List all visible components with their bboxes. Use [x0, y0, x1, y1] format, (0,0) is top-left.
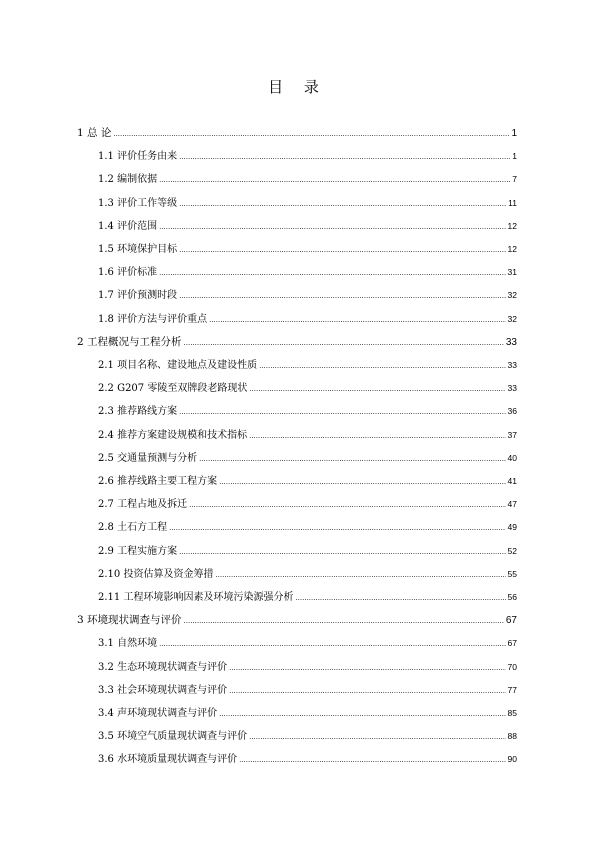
- toc-entry[interactable]: [98, 424, 517, 446]
- toc-entry-label: 1.5 环境保护目标: [98, 244, 178, 255]
- toc-entry-page-number: 55: [507, 568, 517, 579]
- toc-entry-label: 3.4 声环境现状调查与评价: [98, 708, 218, 719]
- toc-dot-leader: [249, 378, 505, 400]
- toc-entry-label: 1.1 评价任务由来: [98, 151, 178, 163]
- toc-dot-leader: [219, 703, 505, 725]
- toc-entry[interactable]: [98, 400, 517, 422]
- toc-entry-page-number: 67: [507, 638, 517, 649]
- toc-dot-leader: [113, 123, 509, 145]
- toc-entry[interactable]: [98, 447, 517, 469]
- toc-entry-label: 1.3 评价工作等级: [98, 197, 178, 209]
- toc-entry-page-number: 12: [507, 244, 517, 254]
- toc-dot-leader: [219, 471, 505, 493]
- toc-dot-leader: [179, 193, 506, 215]
- toc-entry[interactable]: [98, 540, 517, 562]
- toc-entry-page-number: 67: [505, 615, 517, 627]
- toc-entry-label: 2.4 推荐方案建设规模和技术指标: [98, 429, 248, 441]
- toc-entry-page-number: 36: [507, 406, 517, 417]
- toc-entry[interactable]: [77, 609, 517, 631]
- toc-entry-label: 2.8 土石方工程: [98, 522, 168, 534]
- toc-entry-page-number: 52: [507, 545, 517, 556]
- toc-entry-page-number: 90: [507, 754, 517, 765]
- toc-entry-page-number: 12: [507, 220, 517, 231]
- toc-dot-leader: [215, 564, 505, 586]
- toc-entry[interactable]: [98, 586, 517, 608]
- toc-entry-page-number: 1: [512, 151, 517, 162]
- toc-entry-page-number: 37: [507, 429, 517, 440]
- toc-entry-page-number: 56: [507, 592, 517, 602]
- toc-dot-leader: [159, 262, 505, 284]
- toc-entry[interactable]: [98, 493, 517, 515]
- toc-entry-page-number: 40: [507, 452, 517, 463]
- toc-dot-leader: [184, 332, 504, 354]
- toc-entry[interactable]: [98, 679, 517, 701]
- toc-entry-label: 3.2 生态环境现状调查与评价: [98, 661, 228, 673]
- toc-entry-page-number: 1: [511, 128, 517, 139]
- toc-dot-leader: [295, 587, 505, 609]
- toc-entry-label: 2.7 工程占地及拆迁: [98, 499, 188, 511]
- toc-entry-page-number: 70: [507, 661, 517, 672]
- toc-entry[interactable]: [98, 168, 517, 190]
- toc-entry[interactable]: [98, 261, 517, 283]
- toc-dot-leader: [179, 146, 510, 168]
- toc-entry-page-number: 41: [507, 476, 517, 486]
- toc-dot-leader: [179, 285, 505, 307]
- toc-entry-label: 1.4 评价范围: [98, 220, 158, 232]
- toc-entry-label: 2.2 G207 零陵至双牌段老路现状: [98, 383, 248, 395]
- toc-entry-label: 1.2 编制依据: [98, 174, 158, 186]
- toc-entry-page-number: 77: [507, 684, 517, 695]
- toc-dot-leader: [159, 216, 505, 238]
- toc-dot-leader: [179, 401, 505, 423]
- toc-entry[interactable]: [98, 470, 517, 492]
- toc-entry-label: 3.5 环境空气质量现状调查与评价: [98, 731, 248, 743]
- toc-entry-label: 1.6 评价标准: [98, 267, 158, 279]
- toc-entry-label: 1.8 评价方法与评价重点: [98, 313, 208, 325]
- toc-entry[interactable]: [98, 725, 517, 747]
- toc-entry-page-number: 88: [507, 731, 517, 742]
- toc-entry[interactable]: [98, 748, 517, 770]
- toc-dot-leader: [184, 610, 504, 632]
- toc-dot-leader: [259, 355, 505, 377]
- toc-entry-page-number: 33: [505, 336, 517, 348]
- toc-entry[interactable]: [98, 284, 517, 306]
- toc-dot-leader: [229, 680, 505, 702]
- toc-entry-label: 2.6 推荐线路主要工程方案: [98, 476, 218, 487]
- toc-dot-leader: [249, 726, 505, 748]
- toc-entry[interactable]: [77, 122, 517, 144]
- toc-entry-label: 2.9 工程实施方案: [98, 545, 178, 557]
- toc-entry-page-number: 32: [507, 290, 517, 301]
- toc-entry[interactable]: [98, 215, 517, 237]
- toc-dot-leader: [249, 425, 505, 447]
- toc-entry[interactable]: [77, 331, 517, 353]
- toc-entry-page-number: 7: [512, 174, 517, 185]
- toc-entry-page-number: 85: [507, 708, 517, 718]
- toc-entry-page-number: 33: [507, 383, 517, 394]
- toc-entry-label: 1.7 评价预测时段: [98, 290, 178, 302]
- toc-dot-leader: [179, 541, 505, 563]
- toc-dot-leader: [169, 517, 505, 539]
- toc-entry[interactable]: [98, 656, 517, 678]
- toc-entry[interactable]: [98, 516, 517, 538]
- toc-entry-label: 2 工程概况与工程分析: [77, 335, 182, 348]
- toc-entry[interactable]: [98, 354, 517, 376]
- toc-entry-page-number: 31: [507, 267, 517, 278]
- toc-entry[interactable]: [98, 563, 517, 585]
- toc-entry-label: 3.3 社会环境现状调查与评价: [98, 684, 228, 696]
- toc-entry[interactable]: [98, 145, 517, 167]
- toc-dot-leader: [159, 169, 510, 191]
- toc-entry-page-number: 33: [507, 360, 517, 370]
- toc-entry[interactable]: [98, 238, 517, 260]
- toc-dot-leader: [189, 494, 505, 516]
- toc-entry-label: 2.5 交通量预测与分析: [98, 452, 198, 464]
- toc-entry-label: 2.3 推荐路线方案: [98, 406, 178, 418]
- toc-dot-leader: [229, 657, 505, 679]
- toc-entry-label: 2.10 投资估算及资金筹措: [98, 568, 214, 580]
- toc-entry-page-number: 47: [507, 499, 517, 510]
- toc-entry-label: 2.1 项目名称、建设地点及建设性质: [98, 360, 258, 371]
- toc-dot-leader: [209, 309, 505, 331]
- toc-dot-leader: [239, 749, 505, 771]
- page-title: 目 录: [268, 78, 327, 96]
- toc-entry-page-number: 11: [508, 197, 517, 208]
- toc-entry-page-number: 32: [507, 313, 517, 324]
- toc-entry[interactable]: [98, 192, 517, 214]
- toc-dot-leader: [179, 239, 505, 261]
- toc-entry-label: 3.6 水环境质量现状调查与评价: [98, 754, 238, 766]
- toc-entry-label: 3.1 自然环境: [98, 638, 158, 650]
- toc-entry-label: 3 环境现状调查与评价: [77, 614, 182, 627]
- toc-dot-leader: [159, 633, 505, 655]
- toc-entry[interactable]: [98, 702, 517, 724]
- toc-entry-label: 1 总 论: [77, 127, 112, 139]
- toc-entry-page-number: 49: [507, 522, 517, 533]
- toc-entry[interactable]: [98, 308, 517, 330]
- toc-entry[interactable]: [98, 377, 517, 399]
- toc-entry[interactable]: [98, 632, 517, 654]
- toc-entry-label: 2.11 工程环境影响因素及环境污染源强分析: [98, 592, 294, 603]
- toc-dot-leader: [199, 448, 505, 470]
